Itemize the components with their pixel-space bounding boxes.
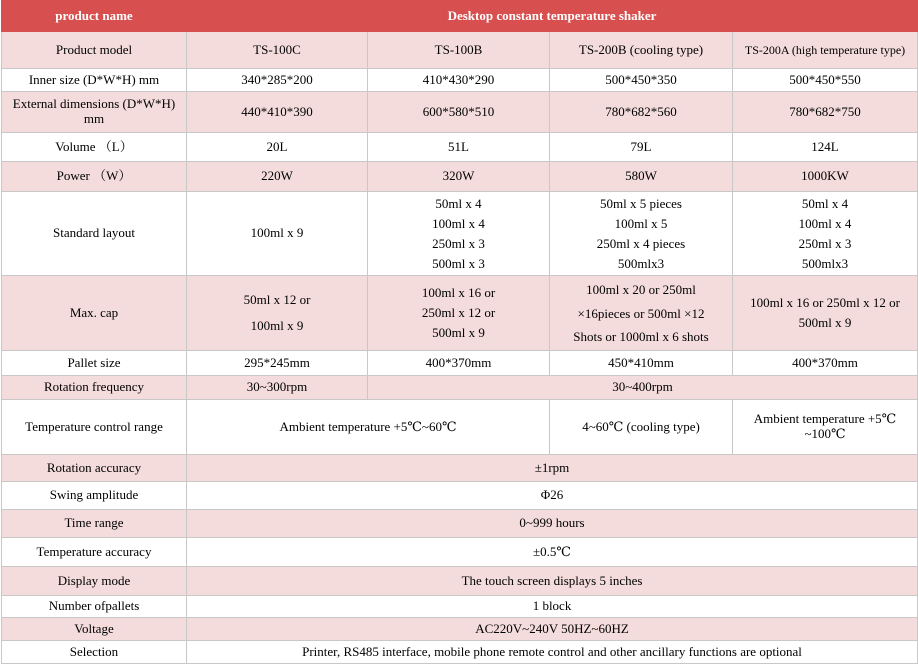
power-c1: 220W: [187, 162, 368, 192]
label-selection: Selection: [2, 641, 187, 664]
pallet-c2: 400*370mm: [368, 351, 550, 376]
rotation-c2: 30~400rpm: [368, 376, 918, 400]
volume-c2: 51L: [368, 133, 550, 162]
row-number-of-pallets: [2, 596, 918, 618]
row-volume: [2, 133, 918, 162]
label-rotation-frequency: Rotation frequency: [2, 376, 187, 400]
label-power: Power （W）: [2, 162, 187, 192]
spec-table: [1, 0, 918, 664]
temp-range-c3: 4~60℃ (cooling type): [550, 400, 733, 455]
row-rotation-accuracy: [2, 455, 918, 482]
layout-c3: [550, 192, 733, 276]
rotation-c1: 30~300rpm: [187, 376, 368, 400]
row-voltage: [2, 618, 918, 641]
row-temperature-control-range: [2, 400, 918, 455]
selection-value: Printer, RS485 interface, mobile phone remote control and other ancillary functions are optional: [187, 641, 918, 664]
maxcap-c2-line: 500ml x 9: [432, 325, 485, 340]
maxcap-c2: [368, 276, 550, 351]
maxcap-c3-line: ×16pieces or 500ml ×12: [577, 306, 705, 321]
row-pallet-size: [2, 351, 918, 376]
maxcap-c1-line: 100ml x 9: [250, 318, 304, 333]
model-c1: TS-100C: [187, 32, 368, 69]
pallet-c4: 400*370mm: [733, 351, 918, 376]
maxcap-c2-line: 250ml x 12 or: [421, 305, 496, 320]
row-inner-size: [2, 69, 918, 92]
layout-c3-line: 50ml x 5 pieces: [600, 195, 682, 211]
layout-c4-line: 100ml x 4: [798, 215, 852, 231]
layout-c2-line: 250ml x 3: [432, 235, 485, 251]
label-inner-size: Inner size (D*W*H) mm: [2, 69, 187, 92]
inner-c4: 500*450*550: [733, 69, 918, 92]
row-display-mode: [2, 567, 918, 596]
model-c2: TS-100B: [368, 32, 550, 69]
row-power: [2, 162, 918, 192]
label-number-of-pallets: Number ofpallets: [2, 596, 187, 618]
layout-c4-line: 50ml x 4: [801, 195, 849, 211]
row-time-range: [2, 510, 918, 538]
maxcap-c1-line: 50ml x 12 or: [243, 292, 311, 307]
label-swing-amplitude: Swing amplitude: [2, 482, 187, 510]
inner-c2: 410*430*290: [368, 69, 550, 92]
label-display-mode: Display mode: [2, 567, 187, 596]
layout-c2-line: 100ml x 4: [432, 215, 485, 231]
maxcap-c1: [187, 276, 368, 351]
label-pallet-size: Pallet size: [2, 351, 187, 376]
layout-c2-line: 50ml x 4: [435, 195, 482, 211]
row-swing-amplitude: [2, 482, 918, 510]
maxcap-c3-line: 100ml x 20 or 250ml: [586, 282, 696, 297]
power-c4: 1000KW: [733, 162, 918, 192]
table-title: Desktop constant temperature shaker: [187, 1, 918, 32]
maxcap-c3-line: Shots or 1000ml x 6 shots: [573, 329, 709, 344]
external-c4: 780*682*750: [733, 92, 918, 133]
layout-c2-line: 500ml x 3: [432, 255, 485, 271]
number-of-pallets-value: 1 block: [187, 596, 918, 618]
row-max-cap: [2, 276, 918, 351]
label-voltage: Voltage: [2, 618, 187, 641]
header-row: [2, 1, 918, 32]
time-range-value: 0~999 hours: [187, 510, 918, 538]
row-standard-layout: [2, 192, 918, 276]
layout-c1: 100ml x 9: [187, 192, 368, 276]
layout-c4-line: 250ml x 3: [798, 235, 852, 251]
temperature-accuracy-value: ±0.5℃: [187, 538, 918, 567]
layout-c3-line: 250ml x 4 pieces: [596, 235, 686, 251]
layout-c3-line: 100ml x 5: [614, 215, 668, 231]
display-mode-value: The touch screen displays 5 inches: [187, 567, 918, 596]
layout-c2: [368, 192, 550, 276]
maxcap-c2-line: 100ml x 16 or: [421, 285, 496, 300]
temp-range-c4: Ambient temperature +5℃ ~100℃: [733, 400, 918, 455]
label-standard-layout: Standard layout: [2, 192, 187, 276]
row-selection: [2, 641, 918, 664]
product-name-header: product name: [2, 1, 187, 32]
maxcap-c4-line: 500ml x 9: [798, 315, 852, 330]
row-rotation-frequency: [2, 376, 918, 400]
volume-c1: 20L: [187, 133, 368, 162]
model-c3: TS-200B (cooling type): [550, 32, 733, 69]
power-c3: 580W: [550, 162, 733, 192]
maxcap-c4: [733, 276, 918, 351]
label-temperature-accuracy: Temperature accuracy: [2, 538, 187, 567]
maxcap-c4-line: 100ml x 16 or 250ml x 12 or: [750, 295, 900, 310]
power-c2: 320W: [368, 162, 550, 192]
label-product-model: Product model: [2, 32, 187, 69]
temp-range-c12: Ambient temperature +5℃~60℃: [187, 400, 550, 455]
rotation-accuracy-value: ±1rpm: [187, 455, 918, 482]
swing-amplitude-value: Φ26: [187, 482, 918, 510]
layout-c4-line: 500mlx3: [801, 255, 849, 271]
inner-c3: 500*450*350: [550, 69, 733, 92]
pallet-c3: 450*410mm: [550, 351, 733, 376]
row-product-model: [2, 32, 918, 69]
pallet-c1: 295*245mm: [187, 351, 368, 376]
external-c1: 440*410*390: [187, 92, 368, 133]
label-rotation-accuracy: Rotation accuracy: [2, 455, 187, 482]
maxcap-c3: [550, 276, 733, 351]
label-external-dimensions: External dimensions (D*W*H) mm: [2, 92, 187, 133]
model-c4: TS-200A (high temperature type): [733, 32, 918, 69]
inner-c1: 340*285*200: [187, 69, 368, 92]
label-temperature-control-range: Temperature control range: [2, 400, 187, 455]
row-external-dimensions: [2, 92, 918, 133]
layout-c3-line: 500mlx3: [617, 255, 665, 271]
external-c2: 600*580*510: [368, 92, 550, 133]
label-time-range: Time range: [2, 510, 187, 538]
label-volume: Volume （L）: [2, 133, 187, 162]
layout-c4: [733, 192, 918, 276]
row-temperature-accuracy: [2, 538, 918, 567]
voltage-value: AC220V~240V 50HZ~60HZ: [187, 618, 918, 641]
external-c3: 780*682*560: [550, 92, 733, 133]
volume-c4: 124L: [733, 133, 918, 162]
label-max-cap: Max. cap: [2, 276, 187, 351]
volume-c3: 79L: [550, 133, 733, 162]
